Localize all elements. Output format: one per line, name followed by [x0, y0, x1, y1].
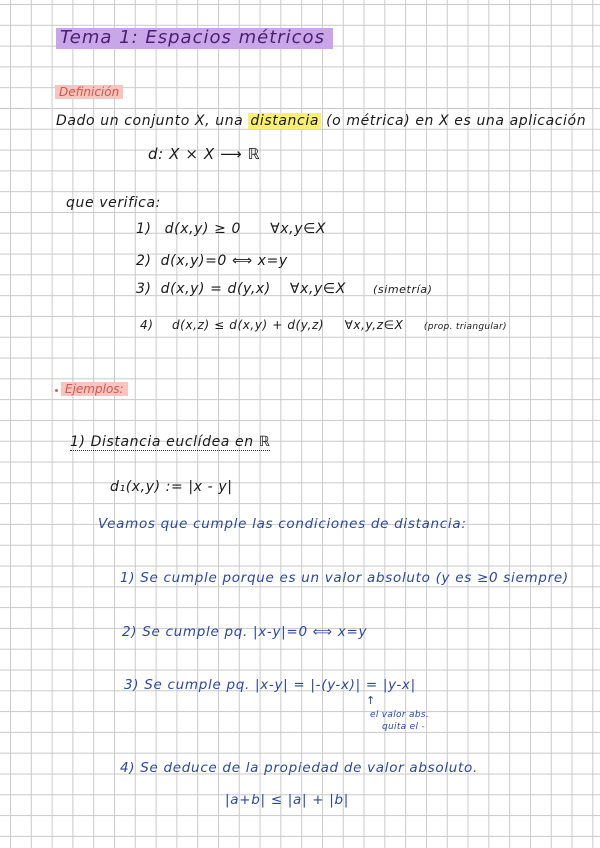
- definition-text-part1: Dado un conjunto X, una: [56, 113, 244, 129]
- check-2: 2) Se cumple pq. |x-y|=0 ⟺ x=y: [122, 624, 368, 640]
- check-3-note-line1: el valor abs.: [370, 710, 429, 720]
- axiom-3-note: (simetría): [372, 283, 433, 296]
- definition-label: Definición: [55, 85, 123, 99]
- bullet-dot: [55, 389, 58, 392]
- example-1-definition: d₁(x,y) := |x - y|: [110, 479, 233, 495]
- triangle-inequality: |a+b| ≤ |a| + |b|: [225, 792, 349, 808]
- examples-label: Ejemplos:: [61, 382, 128, 396]
- check-3-note-line2: quita el -: [382, 722, 425, 732]
- axiom-2-num: 2): [136, 253, 152, 269]
- axiom-4-formula: d(x,z) ≤ d(x,y) + d(y,z): [171, 318, 325, 332]
- page-title: Tema 1: Espacios métricos: [56, 28, 333, 49]
- definition-text: [56, 114, 586, 128]
- highlight-distancia: distancia: [250, 113, 319, 129]
- axiom-3-formula: d(x,y) = d(y,x): [160, 281, 271, 297]
- axiom-1-quant: ∀x,y∈X: [270, 221, 327, 237]
- map-formula: d: X × X ⟶ ℝ: [148, 145, 261, 163]
- example-1-title: 1) Distancia euclídea en ℝ: [70, 434, 271, 450]
- axiom-3-num: 3): [136, 281, 152, 297]
- check-4: 4) Se deduce de la propiedad de valor absoluto.: [120, 760, 478, 776]
- axiom-4-num: 4): [140, 318, 154, 332]
- check-intro: Veamos que cumple las condiciones de distancia:: [98, 516, 467, 532]
- axiom-1-formula: d(x,y) ≥ 0: [164, 221, 242, 237]
- axiom-3: [136, 282, 432, 296]
- axiom-2-formula: d(x,y)=0 ⟺ x=y: [160, 253, 288, 269]
- axiom-3-quant: ∀x,y∈X: [289, 281, 346, 297]
- axiom-2: [136, 254, 288, 268]
- axiom-4-note: (prop. triangular): [423, 322, 507, 332]
- definition-text-part2: (o métrica) en X es una aplicación: [326, 113, 587, 129]
- check-3: 3) Se cumple pq. |x-y| = |-(y-x)| = |y-x|: [124, 677, 416, 693]
- axiom-4-quant: ∀x,y,z∈X: [344, 318, 404, 332]
- axiom-1-num: 1): [136, 221, 152, 237]
- axiom-1: [136, 222, 326, 236]
- axiom-4: [140, 319, 507, 332]
- arrow-up-icon: ↑: [366, 694, 376, 707]
- check-1: 1) Se cumple porque es un valor absoluto (y es ≥0 siempre): [120, 570, 569, 586]
- verifies-text: que verifica:: [66, 195, 161, 211]
